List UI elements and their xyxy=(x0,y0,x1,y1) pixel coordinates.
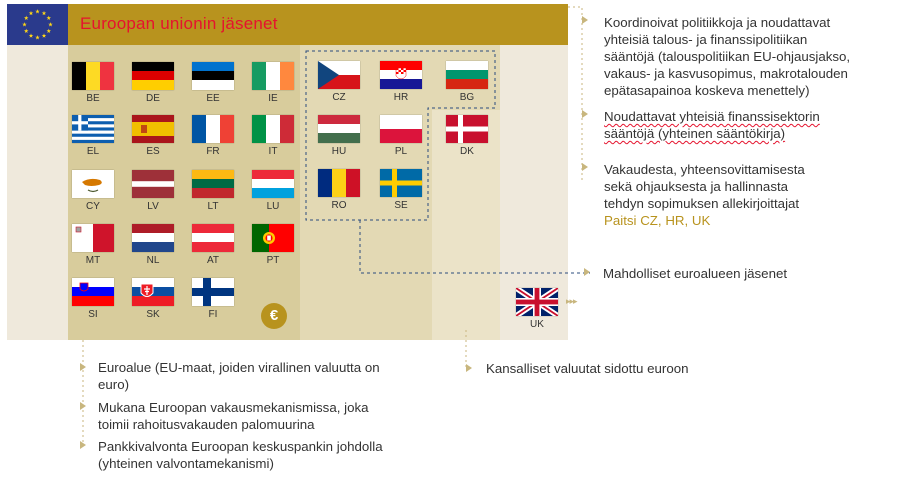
triangle-bullet-icon xyxy=(582,16,588,24)
note-line: euro) xyxy=(98,377,130,392)
flag-ee-icon xyxy=(192,62,234,90)
flag-fr-icon xyxy=(192,115,234,143)
country-code-label: EL xyxy=(86,146,100,157)
country-code-label: BE xyxy=(86,93,100,104)
pegged-currency-zone xyxy=(432,110,500,340)
flag-el-icon xyxy=(72,115,114,143)
flag-be-icon xyxy=(72,62,114,90)
country-code-label: FI xyxy=(208,309,218,320)
triangle-bullet-icon xyxy=(80,402,86,410)
country-code-label: NL xyxy=(146,255,160,266)
flag-fi-icon xyxy=(192,278,234,306)
country-code-label: MT xyxy=(85,255,101,266)
flag-it-icon xyxy=(252,115,294,143)
triangle-bullet-icon xyxy=(80,363,86,371)
flag-bg-icon xyxy=(446,61,488,89)
country-code-label: EE xyxy=(206,93,220,104)
triangle-bullet-icon xyxy=(80,441,86,449)
note-line: Pankkivalvonta Euroopan keskuspankin johdolla xyxy=(98,439,383,454)
flag-pl-icon xyxy=(380,115,422,143)
flag-lt-icon xyxy=(192,170,234,198)
flag-uk-icon xyxy=(516,288,558,316)
flag-at-icon xyxy=(192,224,234,252)
flag-lu-icon xyxy=(252,170,294,198)
note-line: Mukana Euroopan vakausmekanismissa, joka xyxy=(98,400,369,415)
country-code-label: CY xyxy=(86,201,100,212)
note-line: sääntöjä (yhteinen sääntökirja) xyxy=(604,126,786,141)
note-line: (yhteinen valvontamekanismi) xyxy=(98,456,274,471)
country-code-label: IT xyxy=(268,146,278,157)
flag-se-icon xyxy=(380,169,422,197)
country-code-label: SI xyxy=(88,309,98,320)
page-title: Euroopan unionin jäsenet xyxy=(80,14,278,33)
flag-nl-icon xyxy=(132,224,174,252)
note-policy-coordination xyxy=(604,14,850,99)
country-code-label: SE xyxy=(394,200,408,211)
flag-sk-icon xyxy=(132,278,174,306)
country-code-label: HU xyxy=(331,146,347,157)
note-esm xyxy=(98,399,369,433)
flag-pt-icon xyxy=(252,224,294,252)
country-code-label: ES xyxy=(146,146,160,157)
country-code-label: BG xyxy=(459,92,475,103)
note-line: yhteisiä talous- ja finanssipolitiikan xyxy=(604,32,808,47)
country-code-label: FR xyxy=(206,146,220,157)
country-code-label: DK xyxy=(460,146,474,157)
note-line: sekä ohjauksesta ja hallinnasta xyxy=(604,179,789,194)
country-code-label: PL xyxy=(394,146,408,157)
eu-flag-icon xyxy=(7,4,68,45)
note-ssm xyxy=(98,438,383,472)
note-line: Euroalue (EU-maat, joiden virallinen valuutta on xyxy=(98,360,380,375)
arrow-right-icon: ▸▸▸ xyxy=(566,296,577,306)
note-euro-area xyxy=(98,359,380,393)
country-code-label: HR xyxy=(393,92,409,103)
euro-icon: € xyxy=(261,303,287,329)
note-line: Koordinoivat politiikkoja ja noudattavat xyxy=(604,15,831,30)
flag-de-icon xyxy=(132,62,174,90)
flag-hu-icon xyxy=(318,115,360,143)
triangle-bullet-icon xyxy=(582,163,588,171)
note-line: epätasapainoa koskeva menettely) xyxy=(604,83,810,98)
note-single-rulebook xyxy=(604,108,820,142)
note-pegged-currencies: Kansalliset valuutat sidottu euroon xyxy=(486,361,689,376)
country-code-label: LT xyxy=(207,201,219,212)
flag-ro-icon xyxy=(318,169,360,197)
flag-mt-icon xyxy=(72,224,114,252)
country-code-label: DE xyxy=(146,93,160,104)
note-potential-members: Mahdolliset euroalueen jäsenet xyxy=(603,266,788,281)
note-line: Noudattavat yhteisiä finanssisektorin xyxy=(604,109,820,124)
country-code-label: SK xyxy=(146,309,160,320)
note-line: sääntöjä (talouspolitiikan EU-ohjausjakso, xyxy=(604,49,851,64)
note-fiscal-compact xyxy=(604,161,805,229)
note-line: tehdyn sopimuksen allekirjoittajat xyxy=(604,196,800,211)
flag-es-icon xyxy=(132,115,174,143)
note-line: toimii rahoitusvakauden palomuurina xyxy=(98,417,315,432)
country-code-label: LV xyxy=(147,201,159,212)
flag-cy-icon xyxy=(72,170,114,198)
flag-si-icon xyxy=(72,278,114,306)
note-exception: Paitsi CZ, HR, UK xyxy=(604,213,711,228)
country-code-label: LU xyxy=(266,201,280,212)
country-code-label: CZ xyxy=(332,92,346,103)
flag-dk-icon xyxy=(446,115,488,143)
country-code-label: RO xyxy=(331,200,347,211)
country-code-label: AT xyxy=(206,255,220,266)
flag-cz-icon xyxy=(318,61,360,89)
country-code-label: IE xyxy=(268,93,278,104)
note-line: vakaus- ja kasvusopimus, makrotalouden xyxy=(604,66,848,81)
country-code-label: PT xyxy=(266,255,280,266)
note-line: Vakaudesta, yhteensovittamisesta xyxy=(604,162,805,177)
country-code-label: UK xyxy=(530,319,544,330)
flag-lv-icon xyxy=(132,170,174,198)
flag-hr-icon xyxy=(380,61,422,89)
triangle-bullet-icon xyxy=(466,364,472,372)
triangle-bullet-icon xyxy=(582,110,588,118)
flag-ie-icon xyxy=(252,62,294,90)
triangle-bullet-icon xyxy=(584,268,590,276)
